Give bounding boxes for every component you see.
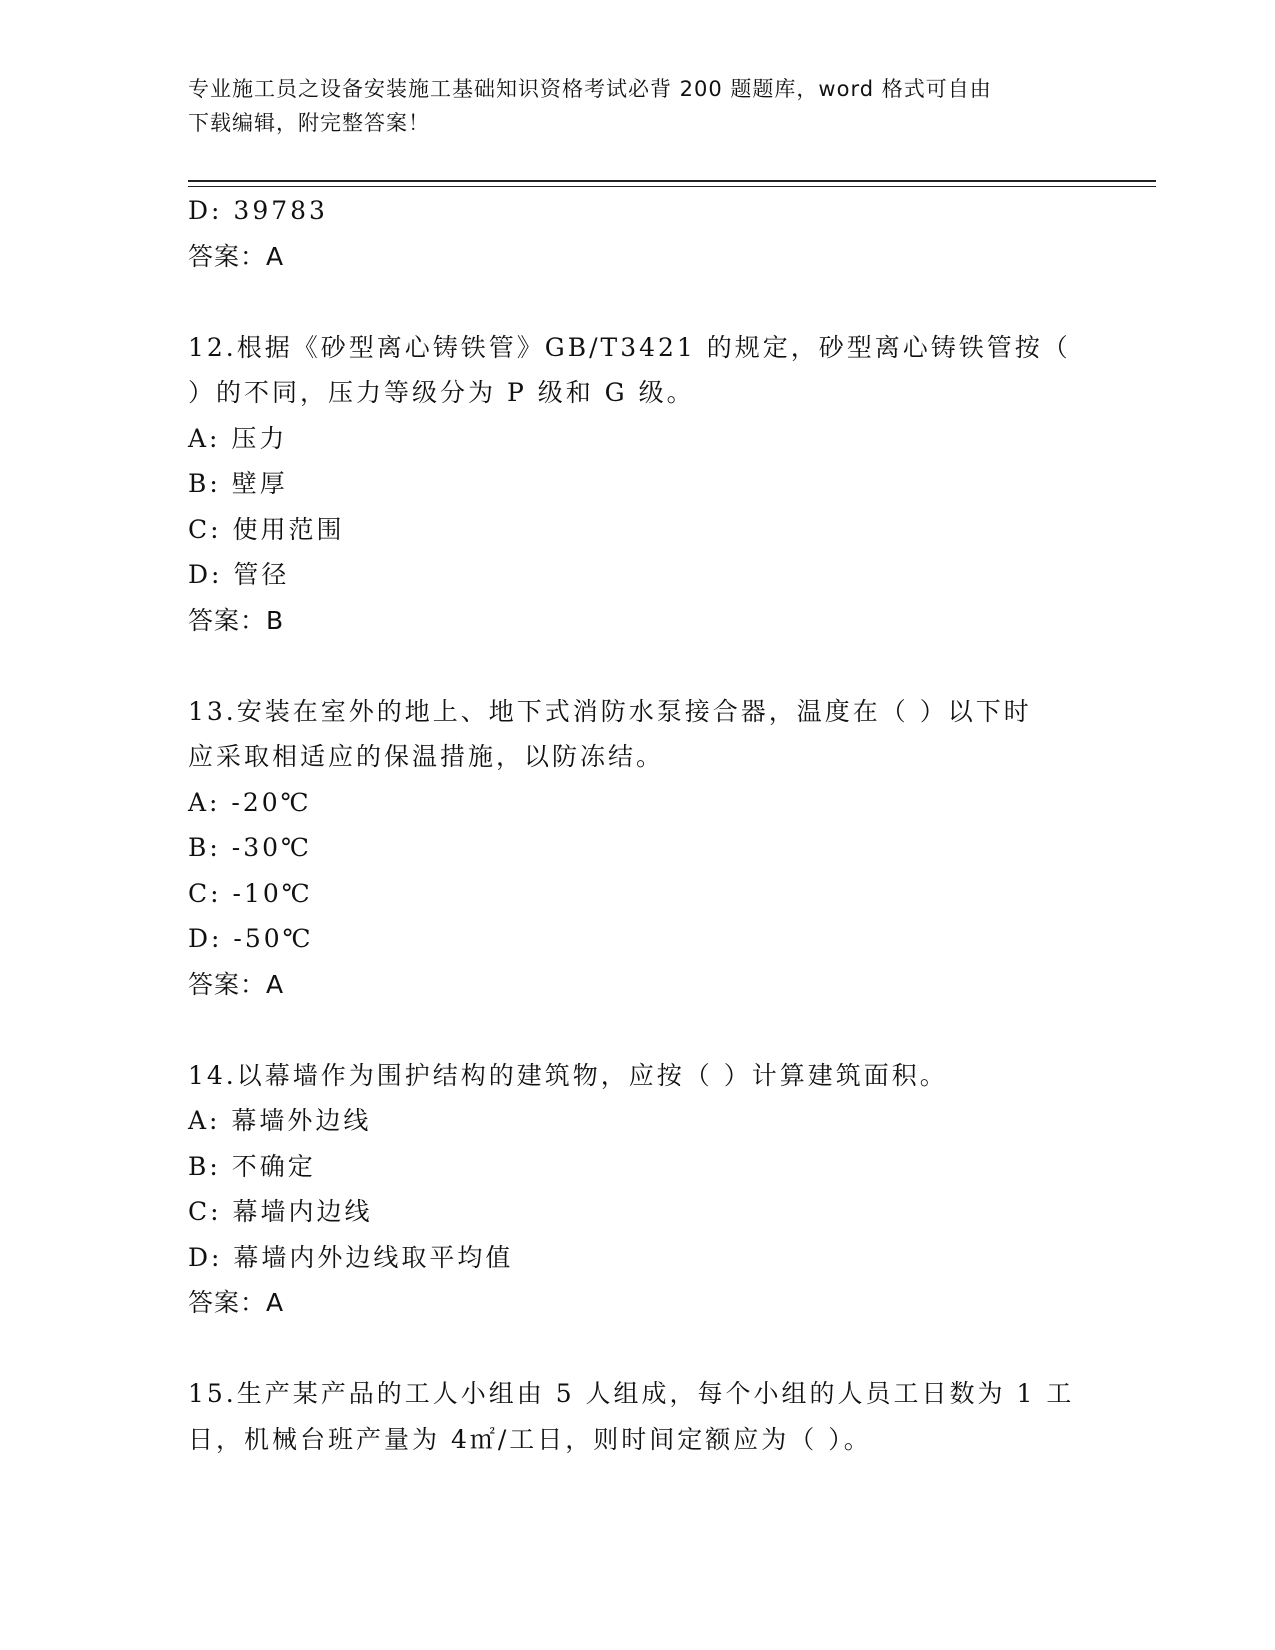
document-header bbox=[188, 72, 1078, 140]
answer-line: 答案：A bbox=[188, 241, 285, 271]
question-12 bbox=[188, 325, 1088, 644]
header-rule-thick bbox=[188, 180, 1156, 182]
question-stem-line-2: 日，机械台班产量为 4㎡/工日，则时间定额应为（ ）。 bbox=[188, 1424, 872, 1454]
header-line-1: 专业施工员之设备安装施工基础知识资格考试必背 200 题题库，word 格式可自由 bbox=[188, 77, 992, 101]
answer-line: 答案：B bbox=[188, 605, 285, 635]
option-c: C: 使用范围 bbox=[188, 514, 345, 544]
option-d: D: -50℃ bbox=[188, 924, 314, 953]
option-a: A: 压力 bbox=[188, 423, 288, 453]
answer-line: 答案：A bbox=[188, 969, 285, 999]
question-stem-line-2: ）的不同，压力等级分为 P 级和 G 级。 bbox=[188, 378, 695, 407]
option-d: D: 39783 bbox=[188, 196, 328, 225]
header-rule-thin bbox=[188, 186, 1156, 187]
question-stem-line-2: 应采取相适应的保温措施，以防冻结。 bbox=[188, 742, 665, 771]
option-b: B: 壁厚 bbox=[188, 469, 288, 498]
question-13 bbox=[188, 689, 1088, 1008]
option-b: B: -30℃ bbox=[188, 833, 312, 862]
option-a: A: 幕墙外边线 bbox=[188, 1106, 372, 1135]
option-c: C: -10℃ bbox=[188, 878, 313, 908]
question-14 bbox=[188, 1053, 1088, 1326]
question-list bbox=[188, 188, 1088, 1462]
answer-line: 答案：A bbox=[188, 1288, 285, 1317]
option-a: A: -20℃ bbox=[188, 787, 312, 817]
option-c: C: 幕墙内边线 bbox=[188, 1197, 373, 1226]
question-stem-line-1: 15.生产某产品的工人小组由 5 人组成，每个小组的人员工日数为 1 工 bbox=[188, 1379, 1075, 1408]
question-stem-line-1: 12.根据《砂型离心铸铁管》GB/T3421 的规定，砂型离心铸铁管按（ bbox=[188, 332, 1071, 362]
header-line-2: 下载编辑，附完整答案！ bbox=[188, 111, 430, 135]
previous-question-tail bbox=[188, 188, 1088, 279]
question-stem-line-1: 14.以幕墙作为围护结构的建筑物，应按（ ）计算建筑面积。 bbox=[188, 1060, 948, 1090]
option-d: D: 幕墙内外边线取平均值 bbox=[188, 1242, 514, 1272]
option-d: D: 管径 bbox=[188, 560, 290, 589]
question-15 bbox=[188, 1371, 1088, 1462]
question-stem-line-1: 13.安装在室外的地上、地下式消防水泵接合器，温度在（ ）以下时 bbox=[188, 696, 1032, 726]
option-b: B: 不确定 bbox=[188, 1151, 316, 1181]
